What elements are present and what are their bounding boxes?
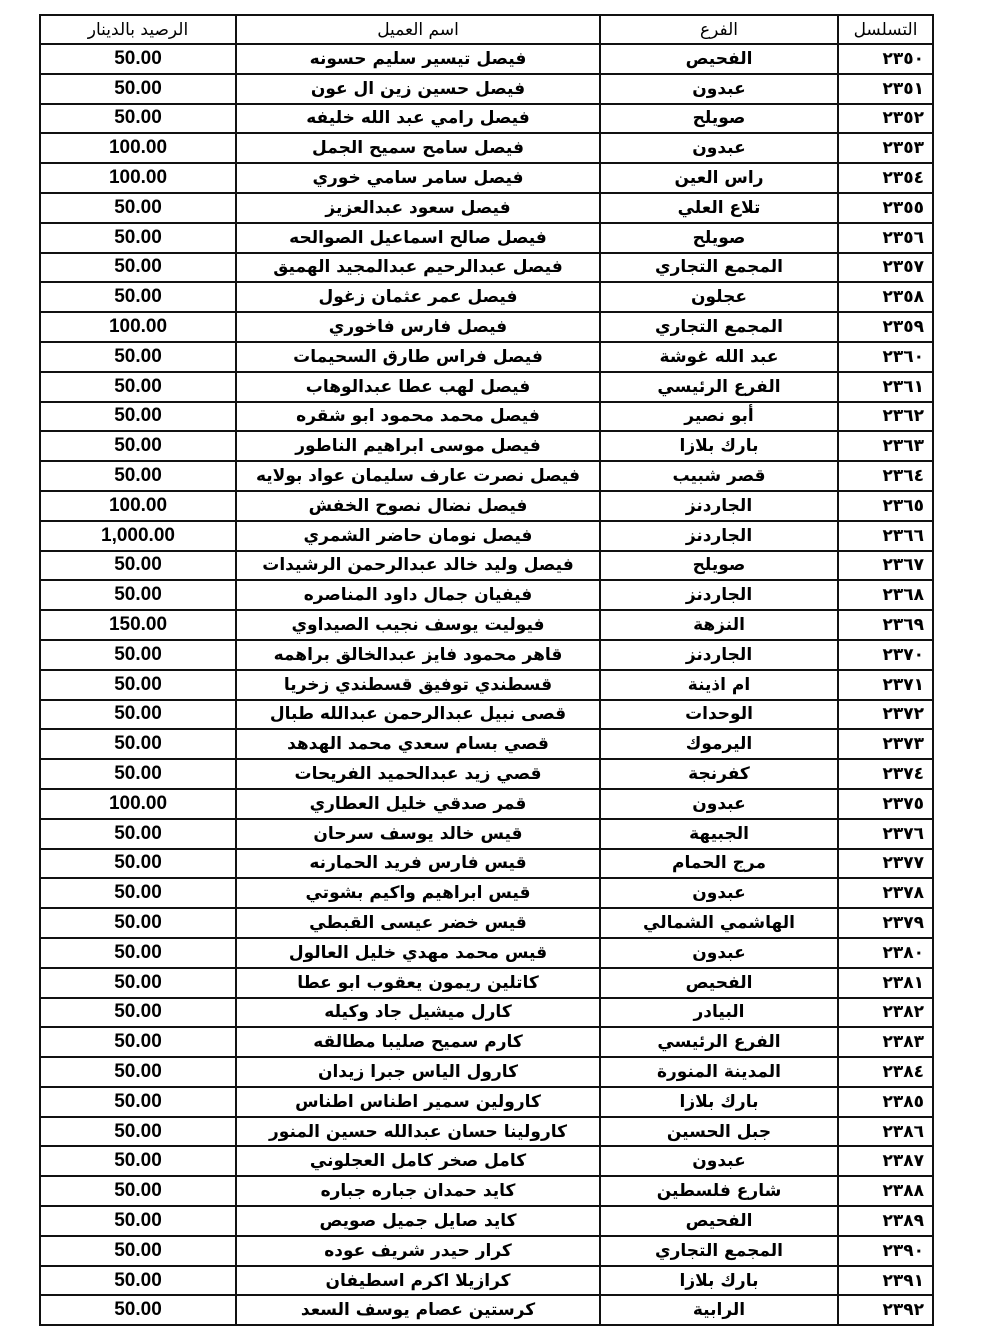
- table-header-row: [40, 15, 933, 44]
- cell-customer-name: قصي بسام سعدي محمد الهدهد: [236, 729, 600, 759]
- cell-branch: صويلح: [600, 104, 838, 134]
- cell-customer-name: كارل ميشيل جاد وكيله: [236, 998, 600, 1028]
- cell-balance: 50.00: [40, 759, 236, 789]
- table-row: [40, 551, 933, 581]
- cell-balance: 50.00: [40, 1117, 236, 1147]
- cell-customer-name: كرار حيدر شريف عوده: [236, 1236, 600, 1266]
- cell-balance: 50.00: [40, 729, 236, 759]
- cell-balance: 50.00: [40, 193, 236, 223]
- table-row: [40, 1295, 933, 1325]
- cell-balance: 50.00: [40, 431, 236, 461]
- cell-branch: جبل الحسين: [600, 1117, 838, 1147]
- table-row: [40, 312, 933, 342]
- cell-customer-name: كرستين عصام يوسف السعد: [236, 1295, 600, 1325]
- cell-branch: المدينة المنورة: [600, 1057, 838, 1087]
- cell-customer-name: فيصل عمر عثمان زغول: [236, 282, 600, 312]
- cell-seq: ٢٣٦٤: [838, 461, 933, 491]
- table-row: [40, 1236, 933, 1266]
- cell-seq: ٢٣٥٣: [838, 133, 933, 163]
- cell-balance: 50.00: [40, 1266, 236, 1296]
- table-row: [40, 1146, 933, 1176]
- cell-branch: شارع فلسطين: [600, 1176, 838, 1206]
- cell-branch: النزهة: [600, 610, 838, 640]
- cell-customer-name: قمر صدقي خليل العطاري: [236, 789, 600, 819]
- table-row: [40, 1266, 933, 1296]
- cell-branch: كفرنجة: [600, 759, 838, 789]
- cell-branch: البيادر: [600, 998, 838, 1028]
- cell-branch: المجمع التجاري: [600, 1236, 838, 1266]
- table-row: [40, 1057, 933, 1087]
- cell-balance: 50.00: [40, 1206, 236, 1236]
- cell-seq: ٢٣٨٩: [838, 1206, 933, 1236]
- cell-seq: ٢٣٨١: [838, 968, 933, 998]
- cell-customer-name: كارولين سمير اطناس اطناس: [236, 1087, 600, 1117]
- cell-branch: بارك بلازا: [600, 1087, 838, 1117]
- cell-branch: الجاردنز: [600, 521, 838, 551]
- cell-customer-name: فيفيان جمال داود المناصره: [236, 580, 600, 610]
- cell-seq: ٢٣٦٨: [838, 580, 933, 610]
- cell-customer-name: فيصل نومان حاضر الشمري: [236, 521, 600, 551]
- cell-seq: ٢٣٨٥: [838, 1087, 933, 1117]
- header-balance: الرصيد بالدينار: [40, 15, 236, 44]
- cell-seq: ٢٣٦٣: [838, 431, 933, 461]
- cell-balance: 50.00: [40, 1176, 236, 1206]
- cell-balance: 1,000.00: [40, 521, 236, 551]
- cell-seq: ٢٣٦٦: [838, 521, 933, 551]
- cell-balance: 50.00: [40, 819, 236, 849]
- table-row: [40, 998, 933, 1028]
- cell-branch: عجلون: [600, 282, 838, 312]
- cell-seq: ٢٣٨٠: [838, 938, 933, 968]
- table-row: [40, 253, 933, 283]
- table-row: [40, 133, 933, 163]
- cell-customer-name: كاتلين ريمون يعقوب ابو عطا: [236, 968, 600, 998]
- cell-customer-name: كرازيلا اكرم اسطيفان: [236, 1266, 600, 1296]
- cell-balance: 50.00: [40, 968, 236, 998]
- cell-customer-name: كامل صخر كامل العجلوني: [236, 1146, 600, 1176]
- table-row: [40, 968, 933, 998]
- cell-seq: ٢٣٧٣: [838, 729, 933, 759]
- table-row: [40, 789, 933, 819]
- cell-customer-name: قاهر محمود فايز عبدالخالق براهمه: [236, 640, 600, 670]
- cell-customer-name: قيس خضر عيسى القبطي: [236, 908, 600, 938]
- table-row: [40, 521, 933, 551]
- table-row: [40, 193, 933, 223]
- cell-balance: 50.00: [40, 342, 236, 372]
- cell-branch: عبدون: [600, 878, 838, 908]
- cell-customer-name: فيصل سامر سامي خوري: [236, 163, 600, 193]
- cell-customer-name: فيصل سامح سميح الجمل: [236, 133, 600, 163]
- cell-branch: عبدون: [600, 1146, 838, 1176]
- cell-balance: 50.00: [40, 402, 236, 432]
- table-row: [40, 1206, 933, 1236]
- table-row: [40, 372, 933, 402]
- table-row: [40, 580, 933, 610]
- cell-balance: 100.00: [40, 491, 236, 521]
- cell-balance: 50.00: [40, 580, 236, 610]
- cell-branch: أبو نصير: [600, 402, 838, 432]
- cell-balance: 50.00: [40, 223, 236, 253]
- cell-customer-name: قيس محمد مهدي خليل العالول: [236, 938, 600, 968]
- cell-seq: ٢٣٦٩: [838, 610, 933, 640]
- cell-balance: 50.00: [40, 640, 236, 670]
- cell-customer-name: قيس خالد يوسف سرحان: [236, 819, 600, 849]
- table-row: [40, 1117, 933, 1147]
- header-name: اسم العميل: [236, 15, 600, 44]
- cell-branch: المجمع التجاري: [600, 253, 838, 283]
- table-row: [40, 1087, 933, 1117]
- cell-customer-name: كارم سميح صليبا مطالقه: [236, 1027, 600, 1057]
- cell-branch: قصر شبيب: [600, 461, 838, 491]
- cell-balance: 100.00: [40, 163, 236, 193]
- cell-seq: ٢٣٦١: [838, 372, 933, 402]
- table-row: [40, 282, 933, 312]
- cell-branch: المجمع التجاري: [600, 312, 838, 342]
- cell-customer-name: فيصل رامي عبد الله خليفه: [236, 104, 600, 134]
- cell-seq: ٢٣٨٧: [838, 1146, 933, 1176]
- cell-branch: بارك بلازا: [600, 1266, 838, 1296]
- cell-customer-name: كارولينا حسان عبدالله حسين المنور: [236, 1117, 600, 1147]
- table-row: [40, 700, 933, 730]
- cell-seq: ٢٣٧٧: [838, 849, 933, 879]
- cell-branch: الفرع الرئيسي: [600, 372, 838, 402]
- table-row: [40, 938, 933, 968]
- cell-customer-name: فيصل نضال نصوح الخفش: [236, 491, 600, 521]
- cell-seq: ٢٣٥١: [838, 74, 933, 104]
- table-row: [40, 74, 933, 104]
- cell-branch: الفحيص: [600, 968, 838, 998]
- cell-seq: ٢٣٨٨: [838, 1176, 933, 1206]
- cell-branch: تلاع العلي: [600, 193, 838, 223]
- table-row: [40, 670, 933, 700]
- cell-balance: 50.00: [40, 461, 236, 491]
- cell-customer-name: فيصل فراس طارق السحيمات: [236, 342, 600, 372]
- cell-customer-name: فيصل عبدالرحيم عبدالمجيد الهميق: [236, 253, 600, 283]
- cell-seq: ٢٣٧٥: [838, 789, 933, 819]
- cell-balance: 50.00: [40, 878, 236, 908]
- cell-branch: الفرع الرئيسي: [600, 1027, 838, 1057]
- cell-balance: 150.00: [40, 610, 236, 640]
- cell-balance: 100.00: [40, 789, 236, 819]
- cell-seq: ٢٣٧٩: [838, 908, 933, 938]
- cell-branch: الوحدات: [600, 700, 838, 730]
- table-row: [40, 402, 933, 432]
- cell-balance: 50.00: [40, 1146, 236, 1176]
- cell-seq: ٢٣٨٢: [838, 998, 933, 1028]
- header-branch: الفرع: [600, 15, 838, 44]
- cell-balance: 50.00: [40, 849, 236, 879]
- table-row: [40, 223, 933, 253]
- cell-balance: 100.00: [40, 133, 236, 163]
- cell-customer-name: قيس فارس فريد الحمارنه: [236, 849, 600, 879]
- table-row: [40, 610, 933, 640]
- cell-seq: ٢٣٦٧: [838, 551, 933, 581]
- cell-customer-name: كارول الياس جبرا زيدان: [236, 1057, 600, 1087]
- cell-customer-name: فيصل نصرت عارف سليمان عواد بولايه: [236, 461, 600, 491]
- cell-customer-name: فيصل حسين زين ال عون: [236, 74, 600, 104]
- cell-branch: الجاردنز: [600, 580, 838, 610]
- table-row: [40, 908, 933, 938]
- cell-balance: 50.00: [40, 1236, 236, 1266]
- cell-balance: 50.00: [40, 282, 236, 312]
- cell-seq: ٢٣٥٨: [838, 282, 933, 312]
- header-seq: التسلسل: [838, 15, 933, 44]
- cell-branch: عبدون: [600, 74, 838, 104]
- cell-seq: ٢٣٨٦: [838, 1117, 933, 1147]
- cell-balance: 50.00: [40, 551, 236, 581]
- cell-seq: ٢٣٩١: [838, 1266, 933, 1296]
- cell-branch: الجاردنز: [600, 640, 838, 670]
- cell-seq: ٢٣٩٠: [838, 1236, 933, 1266]
- cell-branch: اليرموك: [600, 729, 838, 759]
- cell-balance: 100.00: [40, 312, 236, 342]
- cell-customer-name: فيصل وليد خالد عبدالرحمن الرشيدات: [236, 551, 600, 581]
- cell-balance: 50.00: [40, 1027, 236, 1057]
- table-body: [40, 44, 933, 1325]
- cell-branch: صويلح: [600, 551, 838, 581]
- cell-customer-name: قيس ابراهيم واكيم بشوتي: [236, 878, 600, 908]
- cell-seq: ٢٣٧١: [838, 670, 933, 700]
- cell-customer-name: كايد صايل جميل صويص: [236, 1206, 600, 1236]
- cell-branch: صويلح: [600, 223, 838, 253]
- table-row: [40, 104, 933, 134]
- cell-customer-name: قصي زيد عبدالحميد الفريحات: [236, 759, 600, 789]
- table-row: [40, 759, 933, 789]
- cell-balance: 50.00: [40, 1087, 236, 1117]
- table-row: [40, 819, 933, 849]
- cell-branch: راس العين: [600, 163, 838, 193]
- cell-customer-name: فيصل محمد محمود ابو شقره: [236, 402, 600, 432]
- cell-branch: الجاردنز: [600, 491, 838, 521]
- cell-seq: ٢٣٧٨: [838, 878, 933, 908]
- cell-seq: ٢٣٥٠: [838, 44, 933, 74]
- table-row: [40, 849, 933, 879]
- cell-seq: ٢٣٩٢: [838, 1295, 933, 1325]
- cell-branch: عبدون: [600, 789, 838, 819]
- cell-seq: ٢٣٨٤: [838, 1057, 933, 1087]
- balance-sheet: [39, 14, 932, 1326]
- table-row: [40, 431, 933, 461]
- cell-seq: ٢٣٨٣: [838, 1027, 933, 1057]
- table-row: [40, 1176, 933, 1206]
- cell-branch: الفحيص: [600, 1206, 838, 1236]
- cell-seq: ٢٣٥٤: [838, 163, 933, 193]
- cell-seq: ٢٣٥٦: [838, 223, 933, 253]
- cell-customer-name: فيصل موسى ابراهيم الناطور: [236, 431, 600, 461]
- cell-branch: عبدون: [600, 133, 838, 163]
- cell-customer-name: فيوليت يوسف نجيب الصيداوي: [236, 610, 600, 640]
- customer-balance-table: [39, 14, 934, 1326]
- cell-balance: 50.00: [40, 1295, 236, 1325]
- cell-seq: ٢٣٦٥: [838, 491, 933, 521]
- table-row: [40, 461, 933, 491]
- table-row: [40, 163, 933, 193]
- cell-seq: ٢٣٥٧: [838, 253, 933, 283]
- cell-branch: الفحيص: [600, 44, 838, 74]
- cell-customer-name: قصى نبيل عبدالرحمن عبدالله طبال: [236, 700, 600, 730]
- cell-branch: مرج الحمام: [600, 849, 838, 879]
- table-row: [40, 44, 933, 74]
- cell-balance: 50.00: [40, 253, 236, 283]
- cell-balance: 50.00: [40, 104, 236, 134]
- cell-balance: 50.00: [40, 938, 236, 968]
- table-row: [40, 878, 933, 908]
- cell-customer-name: فيصل لهب عطا عبدالوهاب: [236, 372, 600, 402]
- cell-balance: 50.00: [40, 998, 236, 1028]
- cell-branch: الجبيهة: [600, 819, 838, 849]
- cell-seq: ٢٣٥٢: [838, 104, 933, 134]
- cell-seq: ٢٣٥٥: [838, 193, 933, 223]
- cell-customer-name: فيصل تيسير سليم حسونه: [236, 44, 600, 74]
- cell-customer-name: فيصل سعود عبدالعزيز: [236, 193, 600, 223]
- cell-balance: 50.00: [40, 372, 236, 402]
- table-row: [40, 1027, 933, 1057]
- cell-branch: الهاشمي الشمالي: [600, 908, 838, 938]
- cell-seq: ٢٣٥٩: [838, 312, 933, 342]
- cell-customer-name: فيصل صالح اسماعيل الصوالحه: [236, 223, 600, 253]
- table-row: [40, 640, 933, 670]
- table-row: [40, 342, 933, 372]
- cell-customer-name: فيصل فارس فاخوري: [236, 312, 600, 342]
- cell-seq: ٢٣٦٠: [838, 342, 933, 372]
- cell-balance: 50.00: [40, 1057, 236, 1087]
- cell-balance: 50.00: [40, 908, 236, 938]
- cell-seq: ٢٣٧٤: [838, 759, 933, 789]
- cell-balance: 50.00: [40, 670, 236, 700]
- cell-branch: ام اذينة: [600, 670, 838, 700]
- cell-branch: بارك بلازا: [600, 431, 838, 461]
- cell-balance: 50.00: [40, 44, 236, 74]
- cell-customer-name: قسطندي توفيق قسطندي زخريا: [236, 670, 600, 700]
- cell-customer-name: كايد حمدان جباره جباره: [236, 1176, 600, 1206]
- cell-seq: ٢٣٧٢: [838, 700, 933, 730]
- cell-balance: 50.00: [40, 74, 236, 104]
- cell-balance: 50.00: [40, 700, 236, 730]
- cell-branch: عبدون: [600, 938, 838, 968]
- cell-seq: ٢٣٧٦: [838, 819, 933, 849]
- cell-branch: الرابية: [600, 1295, 838, 1325]
- cell-seq: ٢٣٧٠: [838, 640, 933, 670]
- table-row: [40, 491, 933, 521]
- cell-branch: عبد الله غوشة: [600, 342, 838, 372]
- cell-seq: ٢٣٦٢: [838, 402, 933, 432]
- table-row: [40, 729, 933, 759]
